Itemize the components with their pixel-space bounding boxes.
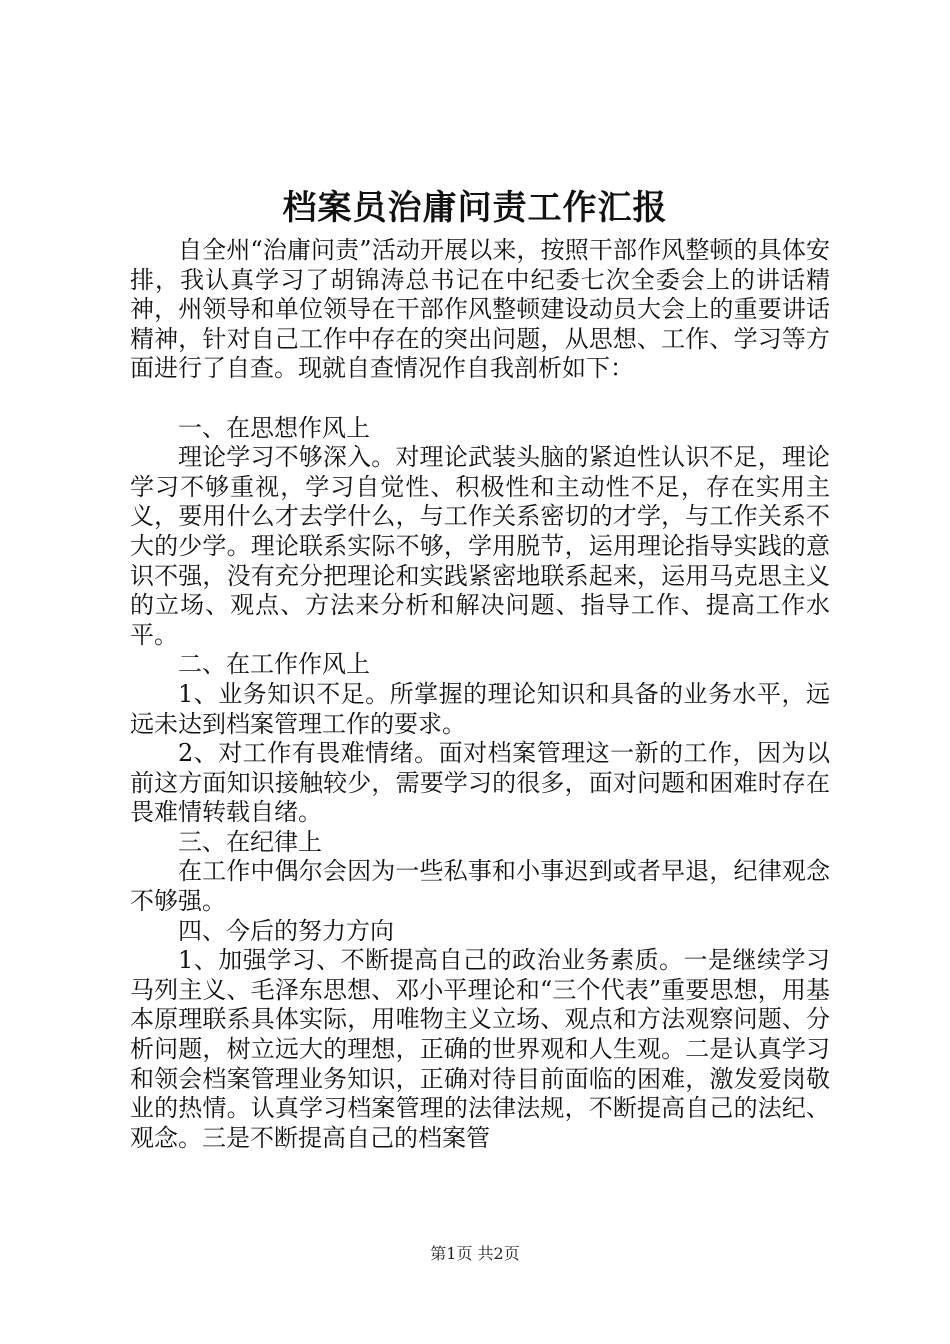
work-paragraph-2: 2、对工作有畏难情绪。面对档案管理这一新的工作，因为以前这方面知识接触较少，需要学习的很多，面对问题和困难时存在畏难情转载自绪。 <box>130 739 830 827</box>
future-paragraph-1: 1、加强学习、不断提高自己的政治业务素质。一是继续学习马列主义、毛泽东思想、邓小平理论和“三个代表”重要思想，用基本原理联系具体实际，用唯物主义立场、观点和方法观察问题、分析问题，树立远大的理想，正确的世界观和人生观。二是认真学习和领会档案管理业务知识，正确对待目前面临的困难，激发爱岗敬业的热情。认真学习档案管理的法律法规，不断提高自己的法纪、观念。三是不断提高自己的档案管 <box>130 946 830 1152</box>
discipline-paragraph: 在工作中偶尔会因为一些私事和小事迟到或者早退，纪律观念不够强。 <box>130 857 830 916</box>
section-heading-discipline: 三、在纪律上 <box>178 827 322 856</box>
paragraph-spacer <box>130 384 830 414</box>
work-paragraph-1: 1、业务知识不足。所掌握的理论知识和具备的业务水平，远远未达到档案管理工作的要求。 <box>130 679 830 738</box>
thought-paragraph: 理论学习不够深入。对理论武装头脑的紧迫性认识不足，理论学习不够重视，学习自觉性、积极性和主动性不足，存在实用主义，要用什么才去学什么，与工作关系密切的才学，与工作关系不大的少学。理论联系实际不够，学用脱节，运用理论指导实践的意识不强，没有充分把理论和实践紧密地联系起来，运用马克思主义的立场、观点、方法来分析和解决问题、指导工作、提高工作水平。 <box>130 443 830 649</box>
document-body <box>130 236 830 1153</box>
section-heading-future: 四、今后的努力方向 <box>178 916 394 945</box>
document-title: 档案员治庸问责工作汇报 <box>282 188 668 228</box>
intro-paragraph: 自全州“治庸问责”活动开展以来，按照干部作风整顿的具体安排，我认真学习了胡锦涛总书记在中纪委七次全委会上的讲话精神，州领导和单位领导在干部作风整顿建设动员大会上的重要讲话精神，针对自己工作中存在的突出问题，从思想、工作、学习等方面进行了自查。现就自查情况作自我剖析如下： <box>130 236 830 383</box>
section-heading-thought: 一、在思想作风上 <box>178 413 370 442</box>
section-heading-work: 二、在工作作风上 <box>178 650 370 679</box>
page-footer: 第1页 共2页 <box>430 1244 520 1263</box>
